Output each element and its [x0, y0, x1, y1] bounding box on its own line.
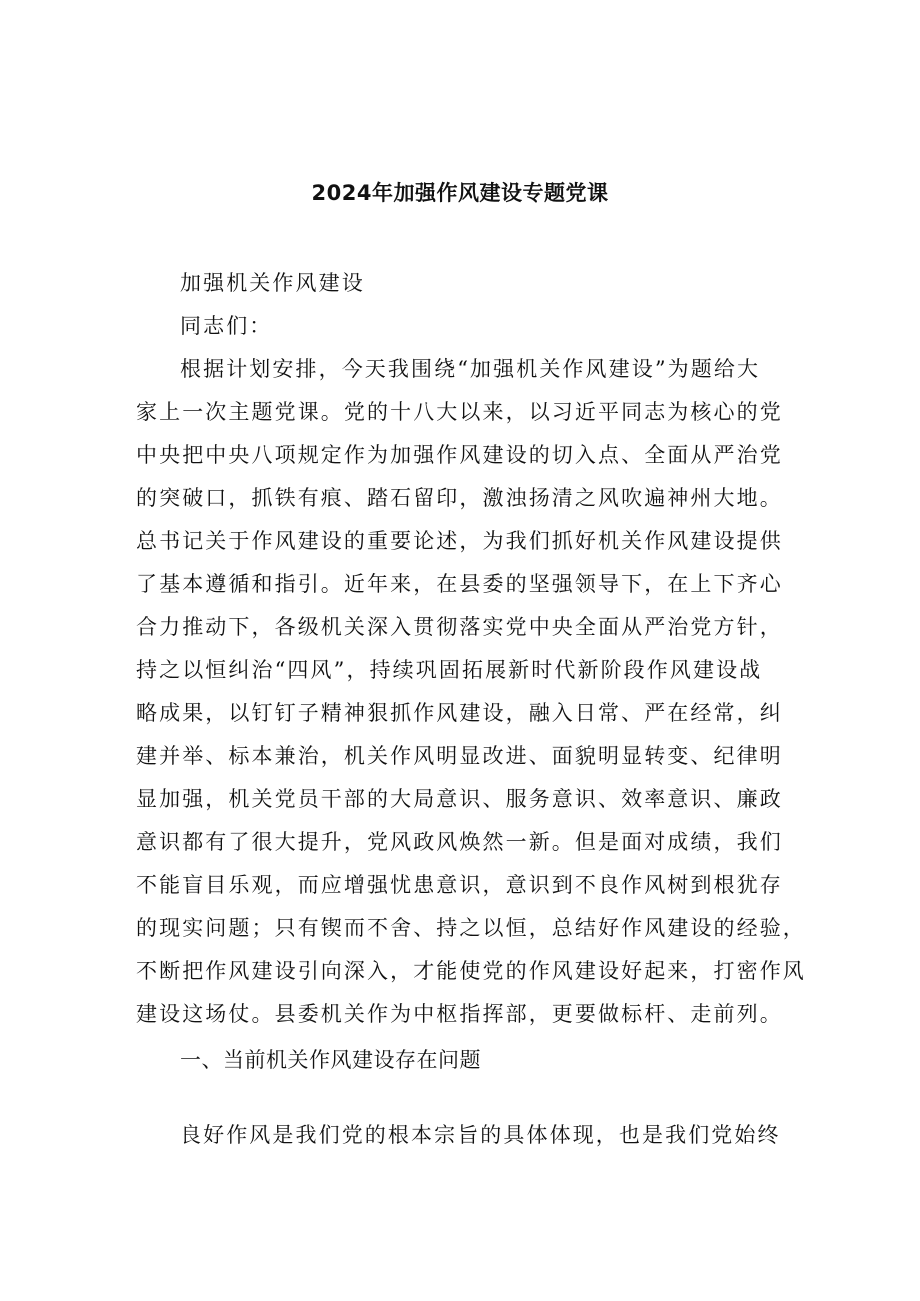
- paragraph-line: 良好作风是我们党的根本宗旨的具体体现，也是我们党始终: [180, 1123, 781, 1147]
- paragraph-line: 根据计划安排，今天我围绕“加强机关作风建设”为题给大: [180, 357, 761, 381]
- paragraph-line: 的突破口，抓铁有痕、踏石留印，激浊扬清之风吹遍神州大地。: [136, 486, 783, 510]
- paragraph-line: 意识都有了很大提升，党风政风焕然一新。但是面对成绩，我们: [136, 830, 783, 854]
- paragraph-line: 显加强，机关党员干部的大局意识、服务意识、效率意识、廉政: [136, 787, 783, 811]
- paragraph-line: 家上一次主题党课。党的十八大以来，以习近平同志为核心的党: [136, 400, 783, 424]
- document-subtitle: 加强机关作风建设: [180, 271, 365, 295]
- paragraph-line: 建并举、标本兼治，机关作风明显改进、面貌明显转变、纪律明: [136, 744, 783, 768]
- section-heading: 一、当前机关作风建设存在问题: [180, 1048, 481, 1072]
- paragraph-line: 中央把中央八项规定作为加强作风建设的切入点、全面从严治党: [136, 443, 783, 467]
- document-title: 2024年加强作风建设专题党课: [311, 181, 609, 205]
- paragraph-line: 不能盲目乐观，而应增强忧患意识，意识到不良作风树到根犹存: [136, 873, 783, 897]
- salutation: 同志们：: [180, 314, 273, 338]
- paragraph-line: 持之以恒纠治“四风”，持续巩固拓展新时代新阶段作风建设战: [136, 658, 763, 682]
- paragraph-line: 总书记关于作风建设的重要论述，为我们抓好机关作风建设提供: [136, 529, 783, 553]
- paragraph-line: 合力推动下，各级机关深入贯彻落实党中央全面从严治党方针，: [136, 615, 783, 639]
- paragraph-line: 不断把作风建设引向深入，才能使党的作风建设好起来，打密作风: [136, 959, 806, 983]
- paragraph-line: 略成果，以钉钉子精神狠抓作风建设，融入日常、严在经常，纠: [136, 701, 783, 725]
- paragraph-line: 的现实问题；只有锲而不舍、持之以恒，总结好作风建设的经验，: [136, 916, 806, 940]
- paragraph-line: 了基本遵循和指引。近年来，在县委的坚强领导下，在上下齐心: [136, 572, 783, 596]
- paragraph-line: 建设这场仗。县委机关作为中枢指挥部，更要做标杆、走前列。: [136, 1002, 783, 1026]
